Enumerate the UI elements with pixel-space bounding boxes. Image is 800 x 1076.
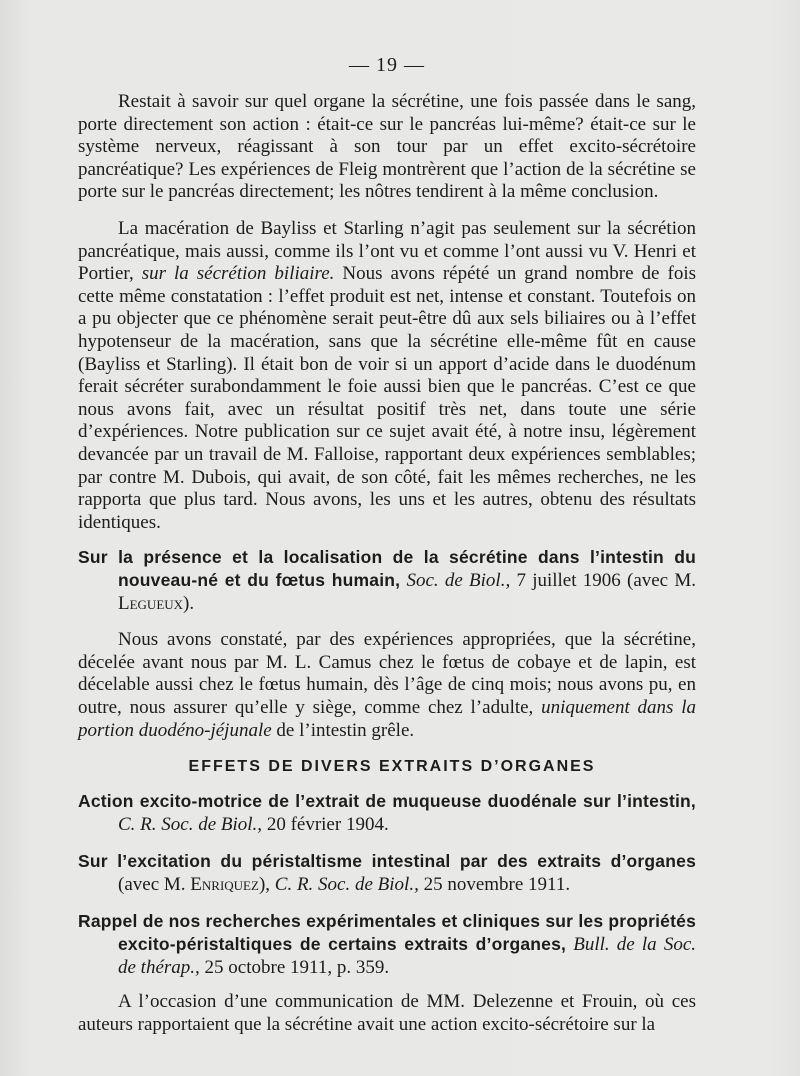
italic-text: sur la sécrétion biliaire.	[141, 263, 335, 285]
bibliography-entry	[78, 790, 696, 836]
paragraph-text: Nous avons répété un grand nombre de fois cette même constatation : l’effet produit est net, intense et constant. Toutefois on a pu objecter que ce phénomène serait peut-être dû aux sels biliaires ou à l’effet hypotenseur de la macération, sans que la sécrétine elle-même fût en cause (Bayliss et Starling). Il était bon de voir si un apport d’acide dans le duodénum ferait sécréter surabondamment le foie aussi bien que le pancréas. C’est ce que nous avons fait, avec un résultat positif très net, dans toute une série d’expériences. Notre publication sur ce sujet avait été, à notre insu, légèrement devancée par un travail de M. Falloise, rapportant deux expériences semblables; par contre M. Dubois, qui avait, de son côté, fait les mêmes recherches, ne les rapporta que plus tard. Nous avons, les uns et les autres, obtenu des résultats identiques.	[78, 263, 696, 533]
paragraph-delezenne-frouin: A l’occasion d’une communication de MM. Delezenne et Frouin, où ces auteurs rapportaient que la sécrétine avait une action excito-sécrétoire sur la	[78, 991, 696, 1035]
entry-title: Action excito-motrice de l’extrait de muqueuse duodénale sur l’intestin,	[78, 791, 696, 812]
entry-details: ),	[258, 874, 275, 896]
paragraph-foetus	[78, 629, 696, 742]
author-name: Enriquez	[190, 874, 259, 896]
entry-title: Rappel de nos recherches expérimentales et cliniques sur les propriétés excito-péristaltiques de certains extraits d’organes,	[78, 911, 696, 955]
entry-title: Sur l’excitation du péristaltisme intestinal par des extraits d’organes	[78, 851, 696, 872]
entry-reference: Soc. de Biol.,	[400, 570, 511, 592]
paragraph-secretine-action: Restait à savoir sur quel organe la sécrétine, une fois passée dans le sang, porte directement son action : était-ce sur le pancréas lui-même? était-ce sur le système nerveux, réagissant à son tour par un effet excito-sécrétoire pancréatique? Les expériences de Fleig montrèrent que l’action de la sécrétine se porte sur le pancréas directement; les nôtres tendirent à la même conclusion.	[78, 91, 696, 203]
entry-details: 25 novembre 1911.	[418, 874, 571, 896]
paragraph-bayliss-starling	[78, 218, 696, 534]
entry-details: 25 octobre 1911, p. 359.	[199, 957, 390, 979]
entry-reference: C. R. Soc. de Biol.,	[118, 814, 263, 836]
entry-details: (avec M.	[118, 874, 191, 896]
italic-text: uniquement dans la portion duodéno-jéjunale	[78, 697, 696, 741]
bibliography-entry	[78, 850, 696, 896]
entry-details: ).	[183, 593, 195, 615]
section-heading: EFFETS DE DIVERS EXTRAITS D’ORGANES	[188, 758, 596, 776]
page-content	[78, 54, 696, 1036]
entry-details: 20 février 1904.	[262, 814, 389, 836]
entry-reference: C. R. Soc. de Biol.,	[274, 874, 419, 896]
bibliography-entry	[78, 910, 696, 979]
entry-title: Sur la présence et la localisation de la sécrétine dans l’intestin du nouveau-né et du fœtus humain,	[78, 547, 696, 591]
paragraph-text: La macération de Bayliss et Starling n’agit pas seulement sur la sécrétion pancréatique, mais aussi, comme ils l’ont vu et comme l’ont aussi vu V. Henri et Portier,	[78, 217, 696, 285]
author-name: Legueux	[118, 593, 184, 615]
bibliography-entry	[78, 546, 696, 615]
paragraph-text: Nous avons constaté, par des expériences appropriées, que la sécrétine, décelée avant nous par M. L. Camus chez le fœtus de cobaye et de lapin, est décelable aussi chez le fœtus humain, dès l’âge de cinq mois; nous avons pu, en outre, nous assurer qu’elle y siège, comme chez l’adulte,	[78, 629, 696, 719]
entry-reference: Bull. de la Soc. de thérap.,	[118, 934, 696, 979]
entry-details: 7 juillet 1906 (avec M.	[510, 570, 696, 592]
page-number: — 19 —	[349, 54, 425, 76]
paragraph-text: de l’intestin grêle.	[271, 719, 415, 741]
